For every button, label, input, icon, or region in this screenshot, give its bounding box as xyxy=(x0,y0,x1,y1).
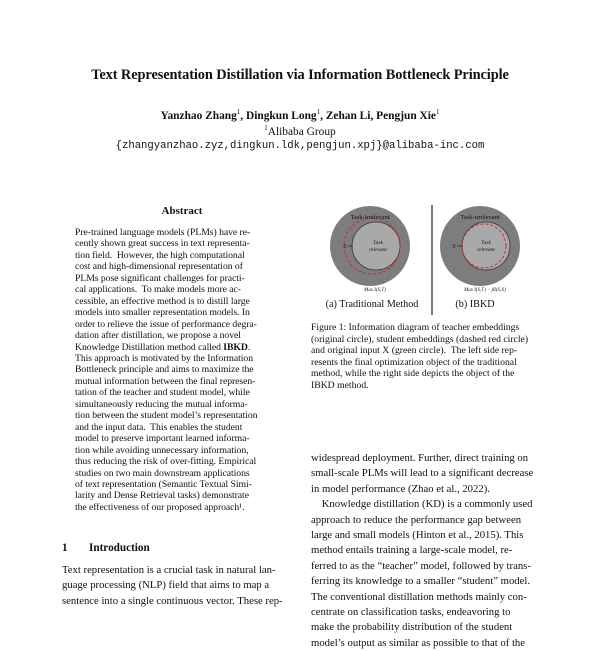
abstract-line: Bottleneck principle and aims to maximize the xyxy=(75,364,254,376)
abstract-heading: Abstract xyxy=(161,205,203,217)
figure-caption-line: Figure 1: Information diagram of teacher embeddings xyxy=(311,322,520,333)
paper-title: Text Representation Distillation via Information Bottleneck Principle xyxy=(91,67,509,83)
abstract-line: cessible, an effective method is to distill large xyxy=(75,295,250,307)
introduction-line: Text representation is a crucial task in natural lan- xyxy=(62,564,276,576)
abstract-line: larity and Dense Retrieval tasks) demonstrate xyxy=(75,490,249,502)
author-affil-mark: 1 xyxy=(435,108,440,116)
abstract-line: Pre-trained language models (PLMs) have re- xyxy=(75,227,251,238)
abstract-line: tion between the student model’s representation xyxy=(75,410,258,422)
author-affil-mark: 1 xyxy=(236,108,241,116)
abstract-line: model to preserve important learned informa- xyxy=(75,433,250,445)
abstract-line: tation of the teacher and student model, while xyxy=(75,387,250,399)
body-text-line: large and small models (Hinton et al., 2015). This xyxy=(311,529,524,542)
body-text-line: small-scale PLMs will lead to a significant decrease xyxy=(311,467,534,480)
relevant-label: relevant xyxy=(369,247,387,253)
relevant-label: relevant xyxy=(477,247,495,253)
abstract-line: cal applications. To make models more ac- xyxy=(75,284,241,296)
abstract-text xyxy=(75,227,289,513)
body-text-line: widespread deployment. Further, direct training on xyxy=(311,452,529,464)
author-affil-mark: 1 xyxy=(316,108,321,116)
student-label: S xyxy=(343,244,347,250)
figure-caption-line: resents the final optimization object of the traditional xyxy=(311,356,517,368)
abstract-line: order to relieve the issue of performance degra- xyxy=(75,318,257,330)
author-name: Pengjun Xie xyxy=(376,109,436,122)
subfigure-b-caption: (b) IBKD xyxy=(455,299,495,310)
abstract-line: Knowledge Distillation method called IBKD. xyxy=(75,341,251,353)
objective-label: Max I(S,T) xyxy=(364,288,386,293)
abstract-line: the effectiveness of our proposed approach¹. xyxy=(75,501,245,513)
introduction-line: guage processing (NLP) field that aims to map a xyxy=(62,579,270,592)
author-list: Yanzhao Zhang$^1$, Dingkun Long$^1$, Zehan Li, Pengjun Xie$^1$ xyxy=(160,108,440,122)
body-text-line: approach to reduce the performance gap between xyxy=(311,513,522,526)
abstract-line: cost and high-dimensional representation of xyxy=(75,261,243,273)
panel-b-diagram xyxy=(440,206,520,293)
abstract-line: cently shown great success in text representa- xyxy=(75,238,250,250)
figure-caption-line: method, while the right side depicts the object of the xyxy=(311,368,515,379)
subfigure-a-caption: (a) Traditional Method xyxy=(325,299,419,310)
abstract-line: tion while avoiding unnecessary information, xyxy=(75,444,249,456)
body-text-line: make the probability distribution of the student xyxy=(311,621,513,634)
body-text-line: The conventional distillation methods mainly con- xyxy=(311,590,527,603)
figure-caption-line: and original input X (green circle). The left side rep- xyxy=(311,345,518,356)
body-text-line: Knowledge distillation (KD) is a commonly used xyxy=(311,498,533,511)
author-emails: {zhangyanzhao.zyz,dingkun.ldk,pengjun.xpj}@alibaba-inc.com xyxy=(115,140,485,152)
body-text-line: ferring its knowledge to a smaller “student” model. xyxy=(311,575,531,588)
abstract-line: simultaneously reducing the mutual informa- xyxy=(75,398,248,410)
author-name: Yanzhao Zhang xyxy=(160,109,237,122)
body-text-line: model’s output as similar as possible to that of the xyxy=(311,636,526,649)
abstract-line: and the input data. This enables the student xyxy=(75,421,243,433)
abstract-line: studies on two main downstream applications xyxy=(75,467,250,479)
abstract-line: thus reducing the risk of over-fitting. Empirical xyxy=(75,456,257,468)
section-heading-introduction xyxy=(62,542,150,554)
author-name: Dingkun Long xyxy=(246,109,317,122)
panel-a-diagram xyxy=(330,206,410,293)
abstract-line: of text representation (Semantic Textual Simi- xyxy=(75,478,252,490)
affiliation xyxy=(0,124,600,138)
author-name: Zehan Li xyxy=(325,109,371,122)
task-label: Task xyxy=(481,240,491,246)
figure-caption-line: (original circle), student embeddings (dashed red circle) xyxy=(311,333,529,345)
right-column-text xyxy=(311,451,541,651)
task-label: Task xyxy=(373,240,383,246)
section-title: Introduction xyxy=(89,542,150,554)
task-relevant-circle xyxy=(352,222,400,270)
section-number: 1 xyxy=(62,542,68,554)
abstract-line: PLMs pose significant challenges for practi- xyxy=(75,272,245,284)
abstract-line: tion field. However, the high computational xyxy=(75,249,245,261)
student-label: S xyxy=(452,244,456,250)
affiliation-mark: 1 xyxy=(264,124,268,132)
task-irrelevant-label: Task-irrelevant xyxy=(350,214,390,221)
body-text-line: method entails training a large-scale model, re- xyxy=(311,544,513,557)
affiliation-name: Alibaba Group xyxy=(267,125,336,138)
task-irrelevant-label: Task-irrelevant xyxy=(460,214,500,221)
figure-caption-line: IBKD method. xyxy=(311,379,369,391)
abstract-line: This approach is motivated by the Information xyxy=(75,352,254,364)
introduction-text xyxy=(62,563,302,609)
figure-caption xyxy=(311,322,541,391)
abstract-line: mutual information between the final represen- xyxy=(75,375,256,387)
abstract-line: dation after distillation, we propose a novel xyxy=(75,330,241,342)
objective-label: Max I(S,T) − βI(S,X) xyxy=(464,288,506,293)
body-text-line: ferred to as the “teacher” model, followed by trans- xyxy=(311,559,531,572)
introduction-line: sentence into a single continuous vector. These rep- xyxy=(62,594,283,607)
body-text-line: in model performance (Zhao et al., 2022). xyxy=(311,482,490,495)
body-text-line: centrate on classification tasks, endeavoring to xyxy=(311,606,511,619)
abstract-line: models into smaller representation models. In xyxy=(75,307,250,319)
